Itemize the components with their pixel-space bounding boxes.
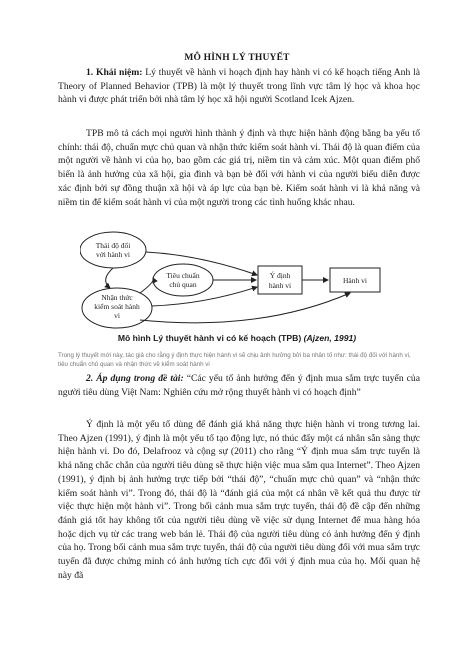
arrow-attitude-control xyxy=(106,268,113,288)
figure-caption xyxy=(0,333,474,343)
control-label-2: kiểm soát hành xyxy=(94,302,140,311)
section-2-paragraph xyxy=(58,372,420,399)
norm-label-1: Tiêu chuẩn xyxy=(166,271,200,280)
section-2-heading: 2. Áp dụng trong đề tài: xyxy=(86,373,184,384)
behavior-label: Hành vi xyxy=(343,276,367,285)
arrow-control-norm xyxy=(140,278,153,293)
section-2-text: “Các yếu tố ảnh hưởng đến ý định mua sắm trực tuyến của người tiêu dùng Việt Nam: Nghiên cứu mở rộng thuyết hành vi có hoạch định” xyxy=(58,373,420,398)
intention-paragraph: Ý định là một yếu tố dùng để đánh giá khả năng thực hiện hành vi trong tương lai. Theo Ajzen (1991), ý định là một yếu tố tạo động lực, nó thúc đẩy một cá nhân sẵn sàng thực hiện hành vi. Do đó, Delafrooz và cộng sự (2011) cho rằng “Ý định mua sắm trực tuyến là khả năng chắc chắn của người tiêu dùng sẽ thực hiện việc mua sắm qua Internet”. Theo Ajzen (1991), ý định bị ảnh hưởng trực tiếp bởi “thái độ”, “chuẩn mực chủ quan” và “nhận thức kiểm soát hành vi”. Trong đó, thái độ là “đánh giá của một cá nhân về kết quả thu được từ việc thực hiện một hành vi”. Trong bối cảnh mua sắm trực tuyến, thái độ đề cập đến những đánh giá tốt hay không tốt của người tiêu dùng về việc sử dụng Internet để mua hàng hóa hoặc dịch vụ từ các trang web bán lẻ. Thái độ của người tiêu dùng có ảnh hưởng đến ý định của họ. Trong bối cảnh mua sắm trực tuyến, thái độ của người tiêu dùng đối với mua sắm trực tuyến đã được chứng minh có ảnh hưởng tích cực đối với ý định mua của họ. Mối quan hệ này đã xyxy=(58,419,420,581)
tpb-description-paragraph: TPB mô tả cách mọi người hình thành ý định và thực hiện hành động bằng ba yếu tố chính: thái độ, chuẩn mực chủ quan và nhận thức kiểm soát hành vi. Thái độ là quan điểm của một người về hành vi của họ, bao gồm các giá trị, niềm tin và cảm xúc. Một quan điểm phổ biến là ảnh hưởng của xã hội, gia đình và bạn bè đối với hành vi của người biểu diễn được xác định bởi sự đồng thuận xã hội và áp lực của bạn bè. Kiểm soát hành vi là khả năng và niềm tin để kiểm soát hành vi của một người trong các tình huống khác nhau. xyxy=(58,128,420,208)
page-title: MÔ HÌNH LÝ THUYẾT xyxy=(184,53,290,63)
control-label-1: Nhận thức xyxy=(101,293,133,302)
attitude-label-2: với hành vi xyxy=(96,250,130,259)
section-1-text: Lý thuyết về hành vi hoạch định hay hành vi có kế hoạch tiếng Anh là Theory of Planned Behavior (TPB) là một lý thuyết trong lĩnh vực tâm lý học và khoa học hành vi được phát triển bởi nhà tâm lý học xã hội người Scotland Icek Ajzen. xyxy=(58,67,420,106)
section-1-paragraph xyxy=(58,66,420,107)
tpb-model-diagram xyxy=(80,230,400,330)
section-1-heading: 1. Khái niệm: xyxy=(86,67,143,78)
norm-label-2: chủ quan xyxy=(169,280,197,289)
arrow-control-behavior xyxy=(140,293,350,323)
figure-note: Trong lý thuyết mới này, tác giả cho rằng ý định thực hiện hành vi sẽ chịu ảnh hưởng bởi ba nhân tố như: thái độ đối với hành vi, tiêu chuẩn chủ quan và nhận thức về kiểm soát hành vi xyxy=(58,352,411,368)
arrow-control-intention xyxy=(152,287,257,306)
caption-citation: (Ajzen, 1991) xyxy=(303,333,357,343)
attitude-label-1: Thái độ đối xyxy=(95,241,131,250)
arrow-attitude-intention xyxy=(146,252,257,275)
intention-label-2: hành vi xyxy=(268,281,292,290)
control-label-3: vi xyxy=(114,311,120,320)
intention-label-1: Ý định xyxy=(269,271,291,280)
caption-main: Mô hình Lý thuyết hành vi có kế hoạch (TPB) xyxy=(117,333,302,343)
